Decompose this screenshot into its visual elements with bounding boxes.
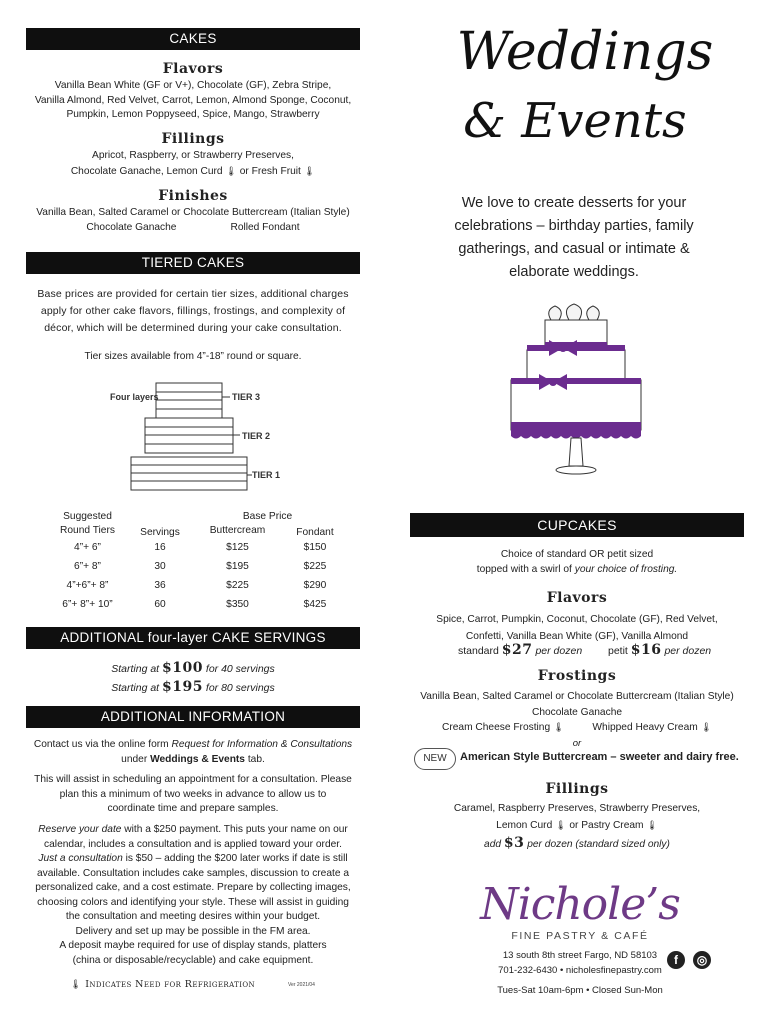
tier-label-tier3: TIER 3 xyxy=(232,392,261,402)
thermometer-icon: 🌡 xyxy=(225,165,237,176)
events-title: & Events xyxy=(463,93,687,149)
hours-text: Tues-Sat 10am-6pm • Closed Sun-Mon xyxy=(497,985,663,996)
tier-label-tier2: TIER 2 xyxy=(242,431,271,441)
tiered-intro: Base prices are provided for certain tier sizes, additional charges apply for other cake flavors, fillings, frostings, and complexity of décor, which will be determined during your cake consultation. xyxy=(37,288,349,334)
thermometer-icon: 🌡 xyxy=(552,722,565,732)
cupcakes-add-price: add $3 per dozen (standard sized only) xyxy=(484,835,670,851)
additional-servings-line1: Starting at $100 for 40 servings xyxy=(111,660,275,676)
wedding-cake-illustration xyxy=(505,298,645,478)
facebook-icon[interactable]: f xyxy=(667,951,685,969)
thermometer-icon: 🌡 xyxy=(700,722,713,732)
cakes-fillings-text: Apricot, Raspberry, or Strawberry Preserves, Chocolate Ganache, Lemon Curd 🌡 or Fresh Fruit 🌡 xyxy=(70,150,316,177)
cakes-header: CAKES xyxy=(26,28,360,50)
tiered-cakes-header: TIERED CAKES xyxy=(26,252,360,274)
cupcakes-flavors-title: Flavors xyxy=(546,590,608,606)
cakes-finishes-text: Vanilla Bean, Salted Caramel or Chocolate Buttercream (Italian Style) Chocolate Ganache Rolled Fondant xyxy=(36,207,350,233)
scheduling-text: This will assist in scheduling an appointment for a consultation. Please plan this a minimum of two weeks in advance to allow us to coordinate time and prepare samples. xyxy=(34,774,352,814)
thermometer-icon: 🌡 xyxy=(555,820,567,830)
cakes-flavors-title: Flavors xyxy=(162,61,224,77)
thermometer-icon: 🌡 xyxy=(646,820,658,830)
weddings-title: Weddings xyxy=(456,22,714,82)
table-row: 4”+6”+ 8” 36 $225 $290 xyxy=(66,580,327,591)
address-text: 13 south 8th street Fargo, ND 58103 701-232-6430 • nicholesfinepastry.com xyxy=(498,950,662,976)
additional-servings-header: ADDITIONAL four-layer CAKE SERVINGS xyxy=(26,627,360,649)
cupcakes-flavors-text: Spice, Carrot, Pumpkin, Coconut, Chocolate (GF), Red Velvet, Confetti, Vanilla Bean White (GF), Vanilla Almond xyxy=(436,614,718,642)
instagram-icon[interactable]: ◎ xyxy=(693,951,711,969)
cupcakes-fillings-title: Fillings xyxy=(545,781,609,797)
cupcakes-frostings-title: Frostings xyxy=(537,668,617,684)
weddings-intro: We love to create desserts for your celebrations – birthday parties, family gatherings, and casual or intimate & elaborate weddings. xyxy=(454,195,694,280)
cupcakes-fillings-text: Caramel, Raspberry Preserves, Strawberry Preserves, Lemon Curd 🌡 or Pastry Cream 🌡 xyxy=(453,803,701,831)
cupcakes-header: CUPCAKES xyxy=(410,513,744,537)
contact-text: Contact us via the online form Request for Information & Consultations under Weddings & Events tab. xyxy=(33,739,353,765)
version-text: Ver 2021/04 xyxy=(288,982,315,988)
cupcakes-frostings-text: Vanilla Bean, Salted Caramel or Chocolate Buttercream (Italian Style) Chocolate Ganache Cream Cheese Frosting 🌡 Whipped Heavy Cream 🌡 or xyxy=(420,691,734,749)
cupcakes-intro: Choice of standard OR petit sized topped with a swirl of your choice of frosting. xyxy=(476,549,678,575)
cupcakes-prices: standard $27 per dozen petit $16 per dozen xyxy=(458,642,712,658)
table-row: 6”+ 8”+ 10” 60 $350 $425 xyxy=(62,599,327,610)
tier-price-table: Suggested Round Tiers Servings Base Price Buttercream Fondant 4”+ 6” 16 $125 $150 6”+ 8” 30 $195 $225 4”+6”+ 8” 36 $225 $290 6”+ 8”+ 10” 60 $350 $425 xyxy=(50,510,350,614)
additional-info-header: ADDITIONAL INFORMATION xyxy=(26,706,360,728)
thermometer-icon: 🌡 xyxy=(70,980,82,990)
nicholes-logo: Nichole’s FINE PASTRY & CAFÉ xyxy=(480,879,680,942)
american-buttercream: American Style Buttercream – sweeter and dairy free. xyxy=(460,751,739,763)
cakes-flavors-text: Vanilla Bean White (GF or V+), Chocolate (GF), Zebra Stripe, Vanilla Almond, Red Velvet, Carrot, Lemon, Almond Sponge, Coconut, Pumpkin, Lemon Poppyseed, Spice, Mango, Strawberry xyxy=(34,80,352,120)
tier-sizes-note: Tier sizes available from 4”-18” round or square. xyxy=(84,351,302,362)
tier-label-tier1: TIER 1 xyxy=(252,470,281,480)
refrigeration-footnote: 🌡 Indicates Need for Refrigeration xyxy=(70,979,256,990)
additional-servings-line2: Starting at $195 for 80 servings xyxy=(111,679,275,695)
reserve-text: Reserve your date with a $250 payment. This puts your name on our calendar, includes a consultation and is applied toward your order. Just a consultation is $50 – adding the $200 later works if date is still available. Consultation includes cake samples, discussion to create a personalized cake, and a cost estimate. Prepare by collecting images, choosing colors and identifying your style. These will assist in guiding the consultation and meeting desires within your budget. Delivery and set up may be possible in the FM area. A deposit maybe required for use of display stands, platters (china or disposable/recyclable) and cake equipment. xyxy=(35,824,351,966)
cakes-finishes-title: Finishes xyxy=(158,188,228,204)
table-row: 4”+ 6” 16 $125 $150 xyxy=(74,542,327,553)
new-badge: NEW xyxy=(414,748,456,770)
thermometer-icon: 🌡 xyxy=(303,165,316,176)
cakes-fillings-title: Fillings xyxy=(161,131,225,147)
tier-label-four-layers: Four layers xyxy=(110,392,159,402)
table-row: 6”+ 8” 30 $195 $225 xyxy=(74,561,327,572)
